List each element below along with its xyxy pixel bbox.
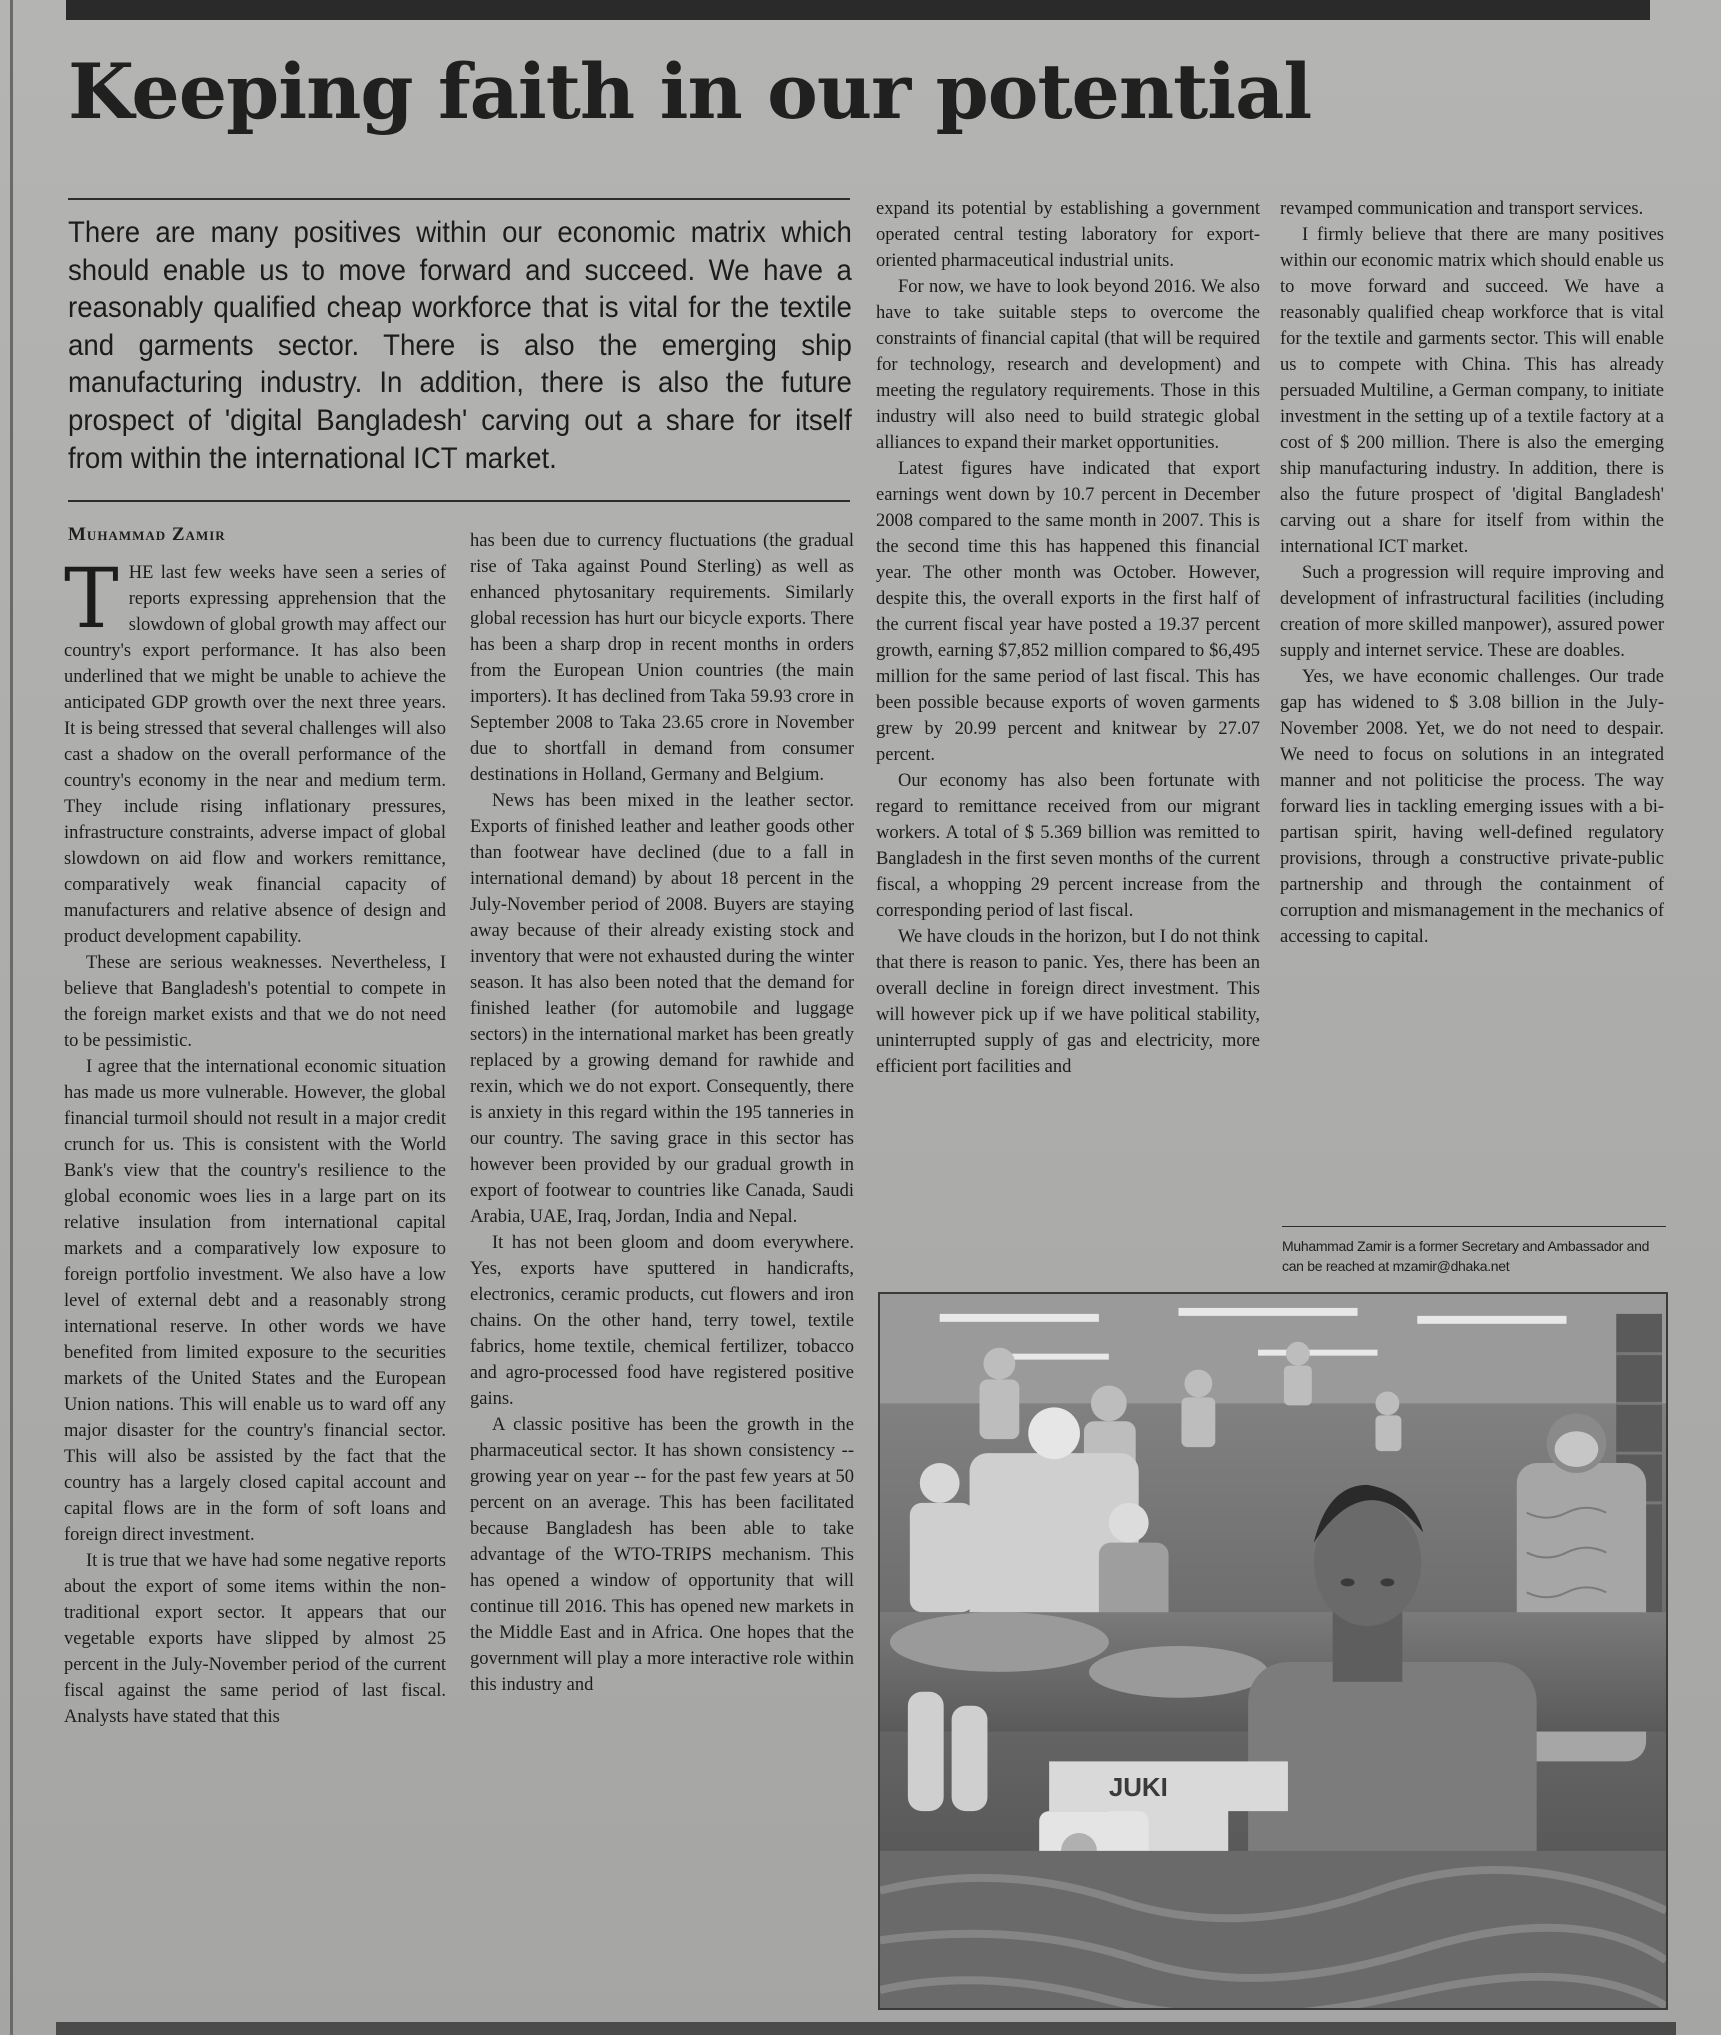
paragraph: THE last few weeks have seen a series of reports expressing apprehension that the slowdown of global growth may affect our country's export performance. It has also been underlined that we might be unable to achieve the anticipated GDP growth over the next three years. It is being stressed that several challenges will also cast a shadow on the overall performance of the country's economy in the near and medium term. They include rising inflationary pressures, infrastructure constraints, adverse impact of global slowdown on aid flow and workers remittance, comparatively weak financial capacity of manufacturers and relative absence of design and product development capability. [64, 552, 446, 947]
drop-cap: T [64, 552, 119, 647]
headline: Keeping faith in our potential [68, 47, 1312, 136]
paragraph: I agree that the international economic situation has made us more vulnerable. However, the global financial turmoil should not result in a major credit crunch for us. This is consistent with the World Bank's view that the country's resilience to the global economic woes lies in a large part on its relative insulation from international capital markets and a comparatively low exposure to foreign portfolio investment. We also have a low level of external debt and a reasonably strong international reserve. In other words we have benefited from limited exposure to the securities markets of the United States and the European Union nations. This will enable us to ward off any major disaster for the country's financial sector. This will also be assisted by the fact that the country has a largely closed capital account and capital flows are in the form of soft loans and foreign direct investment. [64, 1057, 446, 1545]
paragraph: revamped communication and transport services. [1280, 199, 1644, 219]
paragraph: We have clouds in the horizon, but I do not think that there is reason to panic. Yes, there has been an overall decline in foreign direct investment. This will however pick up if we have political stability, uninterrupted supply of gas and electricity, more efficient port facilities and [876, 927, 1260, 1077]
masked-worker [1109, 1503, 1149, 1543]
factory-photo-illustration [880, 1294, 1666, 2008]
author-note: Muhammad Zamir is a former Secretary and Ambassador and can be reached at mzamir@dhaka.net [1282, 1238, 1650, 1274]
column-4 [1280, 196, 1664, 950]
bottom-rule [56, 2022, 1676, 2035]
paragraph: I firmly believe that there are many positives within our economic matrix which should enable us to move forward and succeed. We have a reasonably qualified cheap workforce that is vital for the textile and garments sector. This will enable us to compete with China. This has already persuaded Multiline, a German company, to initiate investment in the setting up of a textile factory at a cost of $ 200 million. There is also the emerging ship manufacturing industry. In addition, there is also the future prospect of 'digital Bangladesh' carving out a share for itself from within the international ICT market. [1280, 225, 1664, 557]
paragraph: Latest figures have indicated that export earnings went down by 10.7 percent in December 2008 compared to the same month in 2007. This is the second time this has happened this financial year. The other month was October. However, despite this, the overall exports in the first half of the current fiscal year have posted a 19.37 percent growth, earning $7,852 million compared to $6,495 million for the same period of last fiscal. This has been possible because exports of woven garments grew by 20.99 percent and knitwear by 27.07 percent. [876, 459, 1260, 765]
paragraph: Our economy has also been fortunate with regard to remittance received from our migrant workers. A total of $ 5.369 billion was remitted to Bangladesh in the first seven months of the current fiscal, a whopping 29 percent increase from the corresponding period of last fiscal. [876, 771, 1260, 921]
standfirst-top-rule [68, 198, 850, 200]
worker-cap [1028, 1407, 1080, 1459]
top-rule [66, 0, 1650, 20]
paragraph: For now, we have to look beyond 2016. We also have to take suitable steps to overcome the constraints of financial capital (that will be required for technology, research and development) and meeting the regulatory requirements. Those in this industry will also need to build strategic global alliances to expand their market opportunities. [876, 277, 1260, 453]
column-2 [470, 528, 854, 1698]
garment-factory-photo [878, 1292, 1668, 2010]
machine-brand-label: JUKI [1108, 1774, 1168, 1803]
paragraph: expand its potential by establishing a government operated central testing laboratory for export-oriented pharmaceutical industrial units. [876, 199, 1260, 271]
paragraph: These are serious weaknesses. Nevertheless, I believe that Bangladesh's potential to compete in the foreign market exists and that we do not need to be pessimistic. [64, 953, 446, 1051]
column-1 [64, 552, 446, 1730]
column-3 [876, 196, 1260, 1080]
standfirst-bottom-rule [68, 500, 850, 502]
paragraph: Such a progression will require improving and development of infrastructural facilities (including creation of more skilled manpower), assured power supply and internet service. These are doables. [1280, 563, 1664, 661]
author-note-rule [1282, 1226, 1666, 1227]
paragraph: It is true that we have had some negative reports about the export of some items within the non-traditional export sector. It appears that our vegetable exports have slipped by almost 25 percent in the July-November period of the current fiscal against the same period of last fiscal. Analysts have stated that this [64, 1551, 446, 1727]
paragraph: has been due to currency fluctuations (the gradual rise of Taka against Pound Sterling) as well as enhanced phytosanitary requirements. Similarly global recession has hurt our bicycle exports. There has been a sharp drop in recent months in orders from the European Union countries (the main importers). It has declined from Taka 59.93 crore in September 2008 to Taka 23.65 crore in November due to shortfall in demand from consumer destinations in Holland, Germany and Belgium. [470, 531, 854, 785]
paragraph: A classic positive has been the growth in the pharmaceutical sector. It has shown consistency -- growing year on year -- for the past few years at 50 percent on an average. This has been facilitated because Bangladesh has been able to take advantage of the WTO-TRIPS mechanism. This has opened a window of opportunity that will continue till 2016. This has opened new markets in the Middle East and in Africa. One hopes that the government will play a more interactive role within this industry and [470, 1415, 854, 1695]
paragraph: It has not been gloom and doom everywhere. Yes, exports have sputtered in handicrafts, electronics, ceramic products, cut flowers and iron chains. On the other hand, terry towel, textile fabrics, home textile, chemical fertilizer, tobacco and agro-processed food have registered positive gains. [470, 1233, 854, 1409]
paragraph: News has been mixed in the leather sector. Exports of finished leather and leather goods other than footwear have declined (due to a fall in international demand) by about 18 percent in the July-November period of 2008. Buyers are staying away because of their already existing stock and inventory that were not exhausted during the winter season. It has also been noted that the demand for finished leather (for automobile and luggage sectors) in the international market has been greatly replaced by a growing demand for rawhide and rexin, which we do not export. Consequently, there is anxiety in this regard within the 195 tanneries in our country. The saving grace in this sector has however been provided by our gradual growth in export of footwear to countries like Canada, Saudi Arabia, UAE, Iraq, Jordan, India and Nepal. [470, 791, 854, 1227]
paragraph: Yes, we have economic challenges. Our trade gap has widened to $ 3.08 billion in the July-November 2008. Yet, we do not need to despair. We need to focus on solutions in an integrated manner and not politicise the process. The way forward lies in tackling emerging issues with a bi-partisan spirit, having well-defined regulatory provisions, through a constructive private-public partnership and through the containment of corruption and mismanagement in the mechanics of accessing to capital. [1280, 667, 1664, 947]
standfirst: There are many positives within our economic matrix which should enable us to move forward and succeed. We have a reasonably qualified cheap workforce that is vital for the textile and garments sector. There is also the emerging ship manufacturing industry. In addition, there is also the future prospect of 'digital Bangladesh' carving out a share for itself from within the international ICT market. [68, 216, 852, 475]
byline: Muhammad Zamir [68, 524, 226, 545]
page-edge [10, 0, 13, 2035]
